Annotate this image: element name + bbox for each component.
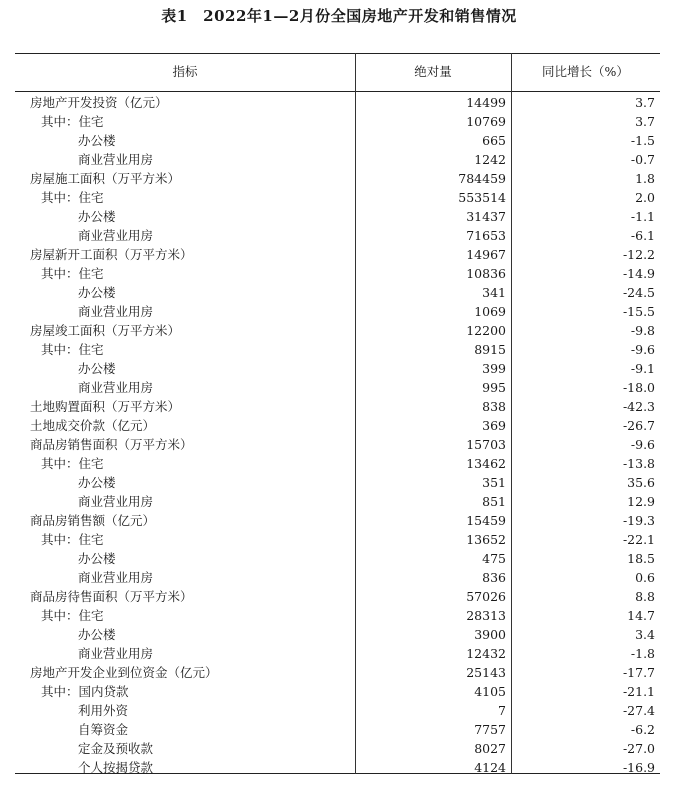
row-absolute-value: 13462 xyxy=(466,456,506,471)
row-yoy-growth: -9.6 xyxy=(630,342,655,357)
table-row xyxy=(15,188,660,207)
row-absolute-value: 15459 xyxy=(466,513,506,528)
row-indicator-label: 商业营业用房 xyxy=(78,570,154,585)
row-yoy-growth: -24.5 xyxy=(622,285,655,300)
row-absolute-value: 8027 xyxy=(474,741,506,756)
row-absolute-value: 12200 xyxy=(466,323,506,338)
row-yoy-growth: -9.8 xyxy=(630,323,655,338)
row-absolute-value: 665 xyxy=(482,133,506,148)
row-indicator-label: 其中：住宅 xyxy=(41,342,104,357)
table-row xyxy=(15,492,660,511)
row-indicator-label: 办公楼 xyxy=(78,133,116,148)
row-absolute-value: 995 xyxy=(482,380,506,395)
row-absolute-value: 399 xyxy=(482,361,506,376)
row-yoy-growth: -9.6 xyxy=(630,437,655,452)
row-indicator-label: 商业营业用房 xyxy=(78,494,154,509)
table-body xyxy=(15,93,660,777)
row-absolute-value: 31437 xyxy=(466,209,506,224)
row-absolute-value: 8915 xyxy=(474,342,506,357)
row-indicator-label: 房地产开发企业到位资金（亿元） xyxy=(30,665,218,680)
row-absolute-value: 14499 xyxy=(466,95,506,110)
table-row xyxy=(15,644,660,663)
table-row xyxy=(15,739,660,758)
row-yoy-growth: -22.1 xyxy=(622,532,655,547)
row-indicator-label: 商业营业用房 xyxy=(78,646,154,661)
row-yoy-growth: 14.7 xyxy=(627,608,655,623)
row-yoy-growth: -27.0 xyxy=(622,741,655,756)
table-row xyxy=(15,682,660,701)
row-indicator-label: 房屋竣工面积（万平方米） xyxy=(30,323,181,338)
column-header-absolute: 绝对量 xyxy=(414,64,452,79)
table-row xyxy=(15,473,660,492)
table-row xyxy=(15,169,660,188)
row-yoy-growth: -21.1 xyxy=(622,684,655,699)
table-header-rule xyxy=(15,91,660,92)
table-row xyxy=(15,264,660,283)
row-yoy-growth: -15.5 xyxy=(622,304,655,319)
row-yoy-growth: 8.8 xyxy=(635,589,655,604)
row-indicator-label: 商品房销售面积（万平方米） xyxy=(30,437,193,452)
table-row xyxy=(15,131,660,150)
row-indicator-label: 办公楼 xyxy=(78,361,116,376)
row-absolute-value: 25143 xyxy=(466,665,506,680)
row-indicator-label: 商品房销售额（亿元） xyxy=(30,513,156,528)
column-header-yoy: 同比增长（%） xyxy=(542,64,629,79)
row-indicator-label: 土地购置面积（万平方米） xyxy=(30,399,181,414)
row-indicator-label: 办公楼 xyxy=(78,627,116,642)
row-yoy-growth: -12.2 xyxy=(622,247,655,262)
row-absolute-value: 553514 xyxy=(458,190,506,205)
row-yoy-growth: 12.9 xyxy=(627,494,655,509)
row-yoy-growth: -13.8 xyxy=(622,456,655,471)
table-row xyxy=(15,530,660,549)
row-indicator-label: 其中：住宅 xyxy=(41,114,104,129)
row-yoy-growth: -6.1 xyxy=(630,228,655,243)
row-yoy-growth: -16.9 xyxy=(622,760,655,775)
row-absolute-value: 13652 xyxy=(466,532,506,547)
table-row xyxy=(15,663,660,682)
row-indicator-label: 商业营业用房 xyxy=(78,152,154,167)
row-yoy-growth: 0.6 xyxy=(635,570,655,585)
row-absolute-value: 1242 xyxy=(474,152,506,167)
row-indicator-label: 办公楼 xyxy=(78,475,116,490)
table-row xyxy=(15,302,660,321)
row-indicator-label: 办公楼 xyxy=(78,285,116,300)
row-yoy-growth: 1.8 xyxy=(635,171,655,186)
row-indicator-label: 房屋施工面积（万平方米） xyxy=(30,171,181,186)
table-row xyxy=(15,758,660,777)
row-indicator-label: 商品房待售面积（万平方米） xyxy=(30,589,193,604)
row-yoy-growth: -18.0 xyxy=(622,380,655,395)
table-row xyxy=(15,568,660,587)
row-indicator-label: 土地成交价款（亿元） xyxy=(30,418,156,433)
row-indicator-label: 个人按揭贷款 xyxy=(78,760,154,775)
row-indicator-label: 房地产开发投资（亿元） xyxy=(30,95,168,110)
row-yoy-growth: -17.7 xyxy=(622,665,655,680)
table-row xyxy=(15,207,660,226)
row-indicator-label: 办公楼 xyxy=(78,551,116,566)
row-absolute-value: 1069 xyxy=(474,304,506,319)
row-yoy-growth: -6.2 xyxy=(630,722,655,737)
table-row xyxy=(15,226,660,245)
row-indicator-label: 其中：住宅 xyxy=(41,190,104,205)
row-absolute-value: 15703 xyxy=(466,437,506,452)
row-yoy-growth: -1.8 xyxy=(630,646,655,661)
table-row xyxy=(15,397,660,416)
row-indicator-label: 商业营业用房 xyxy=(78,380,154,395)
row-absolute-value: 57026 xyxy=(466,589,506,604)
table-row xyxy=(15,606,660,625)
table-row xyxy=(15,701,660,720)
row-yoy-growth: 2.0 xyxy=(635,190,655,205)
row-absolute-value: 341 xyxy=(482,285,506,300)
row-indicator-label: 其中：住宅 xyxy=(41,456,104,471)
row-absolute-value: 351 xyxy=(482,475,506,490)
table-row xyxy=(15,435,660,454)
table-row xyxy=(15,625,660,644)
row-indicator-label: 办公楼 xyxy=(78,209,116,224)
row-absolute-value: 4105 xyxy=(474,684,506,699)
row-yoy-growth: -27.4 xyxy=(622,703,655,718)
row-yoy-growth: -0.7 xyxy=(630,152,655,167)
row-yoy-growth: -26.7 xyxy=(622,418,655,433)
table-row xyxy=(15,378,660,397)
row-absolute-value: 10836 xyxy=(466,266,506,281)
row-absolute-value: 851 xyxy=(482,494,506,509)
row-indicator-label: 其中：住宅 xyxy=(41,266,104,281)
row-indicator-label: 商业营业用房 xyxy=(78,228,154,243)
table-row xyxy=(15,720,660,739)
table-row xyxy=(15,511,660,530)
row-yoy-growth: -19.3 xyxy=(622,513,655,528)
table-row xyxy=(15,112,660,131)
row-indicator-label: 商业营业用房 xyxy=(78,304,154,319)
row-indicator-label: 其中：国内贷款 xyxy=(41,684,129,699)
row-indicator-label: 自筹资金 xyxy=(78,722,129,737)
row-absolute-value: 838 xyxy=(482,399,506,414)
row-absolute-value: 7 xyxy=(498,703,506,718)
table-row xyxy=(15,321,660,340)
row-yoy-growth: 35.6 xyxy=(627,475,655,490)
row-indicator-label: 其中：住宅 xyxy=(41,608,104,623)
table-row xyxy=(15,340,660,359)
row-absolute-value: 7757 xyxy=(474,722,506,737)
row-absolute-value: 4124 xyxy=(474,760,506,775)
table-row xyxy=(15,359,660,378)
row-yoy-growth: -1.1 xyxy=(630,209,655,224)
row-yoy-growth: 18.5 xyxy=(627,551,655,566)
row-absolute-value: 475 xyxy=(482,551,506,566)
row-yoy-growth: 3.7 xyxy=(635,114,655,129)
column-header-indicator: 指标 xyxy=(172,64,198,79)
row-absolute-value: 836 xyxy=(482,570,506,585)
row-absolute-value: 71653 xyxy=(466,228,506,243)
row-yoy-growth: 3.7 xyxy=(635,95,655,110)
row-absolute-value: 10769 xyxy=(466,114,506,129)
table-row xyxy=(15,587,660,606)
row-yoy-growth: -1.5 xyxy=(630,133,655,148)
table-row xyxy=(15,283,660,302)
row-yoy-growth: -42.3 xyxy=(622,399,655,414)
row-yoy-growth: -9.1 xyxy=(630,361,655,376)
row-absolute-value: 28313 xyxy=(466,608,506,623)
row-yoy-growth: 3.4 xyxy=(635,627,655,642)
row-absolute-value: 3900 xyxy=(474,627,506,642)
table-row xyxy=(15,93,660,112)
table-row xyxy=(15,454,660,473)
row-indicator-label: 利用外资 xyxy=(78,703,129,718)
row-indicator-label: 其中：住宅 xyxy=(41,532,104,547)
table-row xyxy=(15,549,660,568)
table-row xyxy=(15,150,660,169)
row-absolute-value: 369 xyxy=(482,418,506,433)
table-row xyxy=(15,416,660,435)
table-title: 表1 2022年1—2月份全国房地产开发和销售情况 xyxy=(161,7,517,25)
row-indicator-label: 房屋新开工面积（万平方米） xyxy=(30,247,193,262)
row-indicator-label: 定金及预收款 xyxy=(78,741,154,756)
table-row xyxy=(15,245,660,264)
row-yoy-growth: -14.9 xyxy=(622,266,655,281)
row-absolute-value: 14967 xyxy=(466,247,506,262)
row-absolute-value: 12432 xyxy=(466,646,506,661)
row-absolute-value: 784459 xyxy=(458,171,506,186)
